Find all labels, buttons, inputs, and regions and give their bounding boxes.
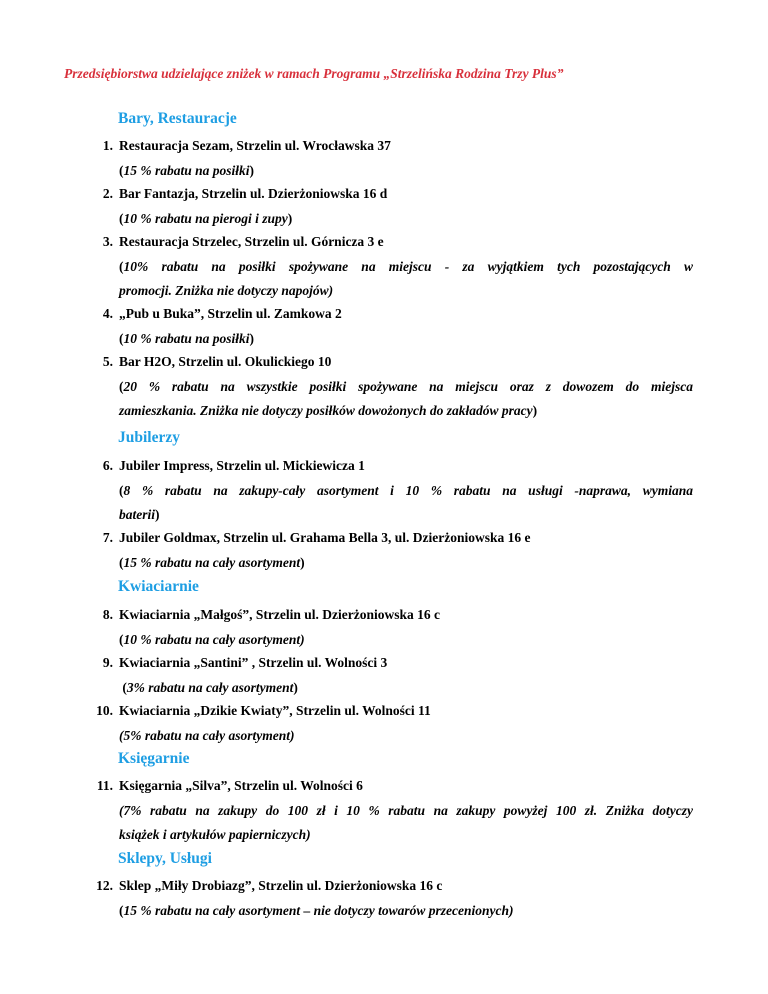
item-description: (3% rabatu na cały asortyment): [119, 680, 298, 695]
item-description-line-1: (20 % rabatu na wszystkie posiłki spożywane na miejscu oraz z dowozem do miejsca: [119, 379, 693, 394]
item-description: (15 % rabatu na cały asortyment): [119, 555, 305, 570]
item-number: 8.: [102, 607, 113, 622]
item-name: Jubiler Impress, Strzelin ul. Mickiewicza 1: [119, 458, 365, 473]
item-name: Restauracja Strzelec, Strzelin ul. Górnicza 3 e: [119, 234, 384, 249]
section-heading-sklepy-uslugi: Sklepy, Usługi: [118, 850, 212, 867]
section-heading-bary-restauracje: Bary, Restauracje: [118, 110, 237, 127]
item-name: Sklep „Miły Drobiazg”, Strzelin ul. Dzierżoniowska 16 c: [119, 878, 443, 893]
item-number: 6.: [102, 458, 113, 473]
item-name: Bar Fantazja, Strzelin ul. Dzierżoniowska 16 d: [119, 186, 388, 201]
item-description-line-2: promocji. Zniżka nie dotyczy napojów): [119, 283, 334, 298]
item-name: Kwiaciarnia „Dzikie Kwiaty”, Strzelin ul. Wolności 11: [119, 703, 431, 718]
item-number: 10.: [96, 703, 113, 718]
item-description: (10 % rabatu na pierogi i zupy): [119, 211, 293, 226]
item-number: 9.: [102, 655, 113, 670]
item-name: Księgarnia „Silva”, Strzelin ul. Wolności 6: [119, 778, 363, 793]
item-name: „Pub u Buka”, Strzelin ul. Zamkowa 2: [119, 306, 342, 321]
section-heading-kwiaciarnie: Kwiaciarnie: [118, 578, 199, 595]
item-description-line-1: (8 % rabatu na zakupy-cały asortyment i 10 % rabatu na usługi -naprawa, wymiana: [119, 483, 693, 498]
section-heading-ksiegarnie: Księgarnie: [118, 750, 190, 767]
section-heading-jubilerzy: Jubilerzy: [118, 429, 180, 446]
item-description: (15 % rabatu na posiłki): [119, 163, 255, 178]
item-number: 3.: [102, 234, 113, 249]
item-number: 5.: [102, 354, 113, 369]
item-description: (10 % rabatu na posiłki): [119, 331, 255, 346]
item-description: (10 % rabatu na cały asortyment): [119, 632, 305, 647]
item-number: 4.: [102, 306, 113, 321]
item-name: Kwiaciarnia „Santini” , Strzelin ul. Wolności 3: [119, 655, 388, 670]
item-name: Restauracja Sezam, Strzelin ul. Wrocławska 37: [119, 138, 391, 153]
item-number: 7.: [102, 530, 113, 545]
item-name: Kwiaciarnia „Małgoś”, Strzelin ul. Dzierżoniowska 16 c: [119, 607, 440, 622]
item-number: 11.: [96, 778, 113, 793]
item-number: 12.: [96, 878, 113, 893]
item-number: 1.: [102, 138, 113, 153]
item-name: Bar H2O, Strzelin ul. Okulickiego 10: [119, 354, 332, 369]
item-description: (15 % rabatu na cały asortyment – nie dotyczy towarów przecenionych): [119, 903, 514, 918]
item-description-line-2: baterii): [119, 507, 160, 522]
document-title: Przedsiębiorstwa udzielające zniżek w ramach Programu „Strzelińska Rodzina Trzy Plus”: [64, 66, 564, 81]
item-number: 2.: [102, 186, 113, 201]
item-name: Jubiler Goldmax, Strzelin ul. Grahama Bella 3, ul. Dzierżoniowska 16 e: [119, 530, 531, 545]
item-description-line-2: zamieszkania. Zniżka nie dotyczy posiłków dowożonych do zakładów pracy): [119, 403, 538, 418]
item-description-line-2: książek i artykułów papierniczych): [119, 827, 311, 842]
item-description-line-1: (10% rabatu na posiłki spożywane na miejscu - za wyjątkiem tych pozostających w: [119, 259, 693, 274]
item-description: (5% rabatu na cały asortyment): [119, 728, 295, 743]
item-description-line-1: (7% rabatu na zakupy do 100 zł i 10 % rabatu na zakupy powyżej 100 zł. Zniżka dotyczy: [119, 803, 693, 818]
